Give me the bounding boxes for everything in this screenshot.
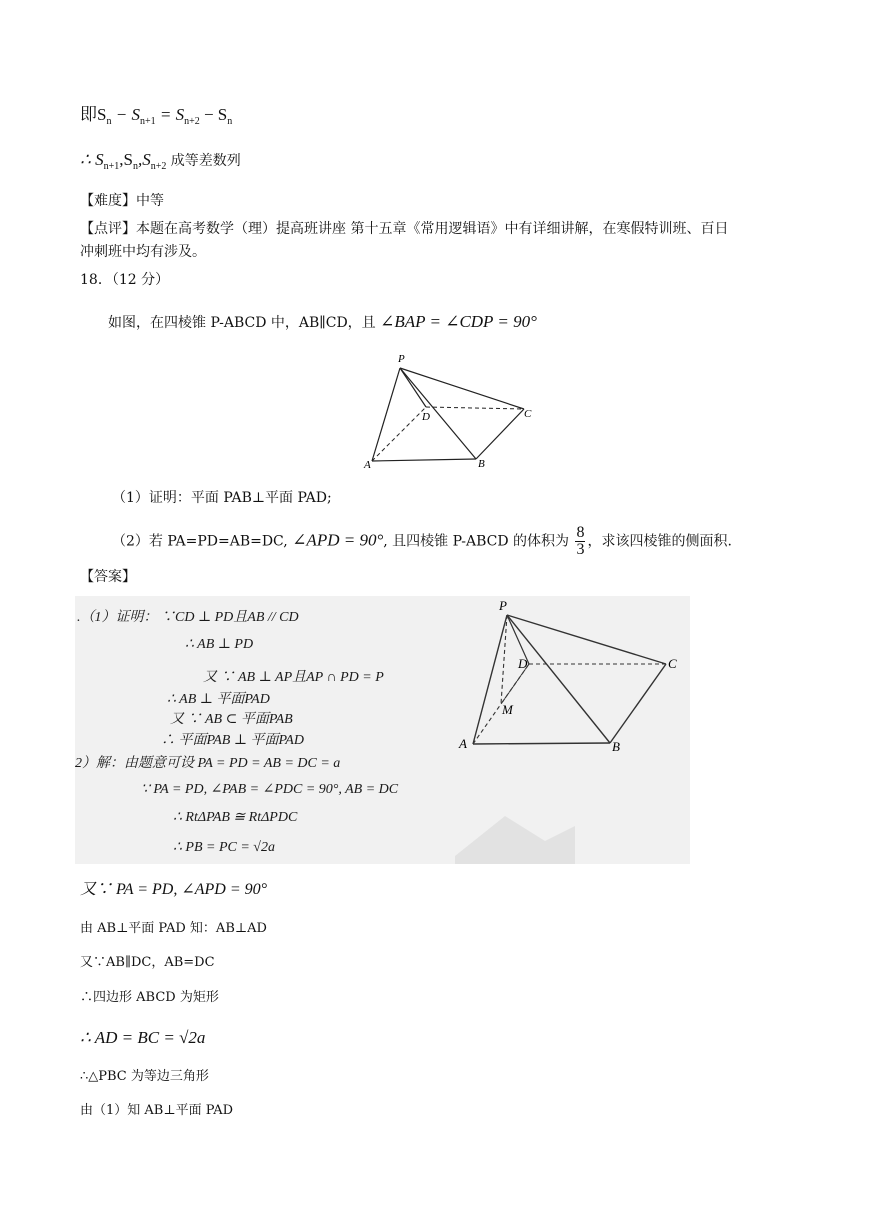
label-B: B xyxy=(478,458,485,470)
label-C: C xyxy=(524,408,532,420)
label-D: D xyxy=(422,411,430,423)
label-M: M xyxy=(502,702,513,717)
question-intro xyxy=(108,312,537,333)
comment-line-2: 冲刺班中均有涉及。 xyxy=(80,244,206,260)
edge-DC-hidden xyxy=(426,407,524,409)
scan-line: ∴ PB = PC = √2a xyxy=(173,840,275,855)
edge-PC xyxy=(400,368,524,409)
edge-AB xyxy=(473,743,610,744)
label-A: A xyxy=(364,459,371,471)
step-line-2: 由 AB⊥平面 PAD 知：AB⊥AD xyxy=(80,921,267,936)
step-line-1: 又∵ PA = PD, ∠APD = 90° xyxy=(80,881,268,898)
label-C: C xyxy=(668,656,677,671)
eq-sub: n xyxy=(227,116,233,127)
watermark-shape xyxy=(445,796,585,864)
scan-line: ∴ 平面PAB ⊥ 平面PAD xyxy=(161,733,304,748)
eq-sub: n+2 xyxy=(184,116,200,127)
eq-text: ,S xyxy=(119,150,133,169)
fraction-numerator: 8 xyxy=(576,524,585,541)
scan-line: .（1）证明： ∵CD ⊥ PD且AB // CD xyxy=(77,610,299,625)
question-number: 18．（12 分） xyxy=(80,272,170,288)
edge-PA xyxy=(473,615,507,744)
scan-line: ∴ RtΔPAB ≅ RtΔPDC xyxy=(173,810,298,825)
step-line-7: 由（1）知 AB⊥平面 PAD xyxy=(80,1103,234,1118)
question-angle-condition: ∠BAP = ∠CDP = 90° xyxy=(380,312,537,331)
eq-sub: n xyxy=(106,116,112,127)
step-line-6: ∴△PBC 为等边三角形 xyxy=(80,1069,209,1084)
q2-angle: ∠APD = 90° xyxy=(292,530,384,550)
q2-text: ，求该四棱锥的侧面积. xyxy=(587,533,732,550)
edge-PD xyxy=(400,368,426,407)
eq-sub: n+2 xyxy=(150,161,167,172)
eq-sub: n+1 xyxy=(139,116,156,127)
pyramid-figure-question xyxy=(362,348,542,473)
eq-text: ∴ S xyxy=(80,150,104,169)
edge-BC xyxy=(610,664,666,743)
fraction-denominator: 3 xyxy=(576,541,585,558)
eq-text: − S xyxy=(111,105,140,124)
scan-line: 2）解：由题意可设 PA = PD = AB = DC = a xyxy=(75,756,341,771)
step-line-4: ∴四边形 ABCD 为矩形 xyxy=(80,990,219,1005)
eq-text: ,S xyxy=(137,150,151,169)
eq-text: 即S xyxy=(80,105,107,124)
eq-sub: n xyxy=(132,161,138,172)
edge-PB xyxy=(400,368,476,459)
volume-fraction xyxy=(575,525,585,558)
equation-line-1 xyxy=(80,105,232,132)
scan-line: ∴ AB ⊥ 平面PAD xyxy=(167,692,270,707)
scan-line: 又 ∵ AB ⊂ 平面PAB xyxy=(170,712,293,727)
question-intro-text: 如图，在四棱锥 P-ABCD 中，AB∥CD，且 xyxy=(108,315,376,331)
equation-line-2 xyxy=(80,150,241,177)
scan-line: ∴ AB ⊥ PD xyxy=(185,637,254,652)
eq-text: − S xyxy=(199,105,228,124)
label-P: P xyxy=(499,598,507,613)
question-part-1: （1）证明：平面 PAB⊥平面 PAD; xyxy=(112,490,332,506)
edge-PA xyxy=(372,368,400,461)
comment-line-1: 【点评】本题在高考数学（理）提高班讲座 第十五章《常用逻辑语》中有详细讲解，在寒假特训班、百日 xyxy=(80,221,729,237)
scanned-answer-image xyxy=(75,596,690,864)
q2-text: , 且四棱锥 P-ABCD 的体积为 xyxy=(383,533,570,550)
edge-AB xyxy=(372,459,476,461)
edge-PC xyxy=(507,615,666,664)
label-A: A xyxy=(459,736,467,751)
edge-BC xyxy=(476,409,524,459)
q2-text: （2）若 PA=PD=AB=DC, xyxy=(112,533,288,550)
label-D: D xyxy=(518,656,528,671)
step-line-5: ∴ AD = BC = √2a xyxy=(80,1028,206,1047)
scan-line: 又 ∵ AB ⊥ AP且AP ∩ PD = P xyxy=(203,670,384,685)
scan-line: ∵ PA = PD, ∠PAB = ∠PDC = 90°, AB = DC xyxy=(141,782,399,797)
eq-text: = S xyxy=(155,105,185,124)
difficulty-line: 【难度】中等 xyxy=(80,193,164,209)
pyramid-figure-answer xyxy=(455,596,690,761)
answer-heading: 【答案】 xyxy=(80,569,136,585)
eq-text: 成等差数列 xyxy=(166,153,241,169)
edge-PB xyxy=(507,615,610,743)
eq-sub: n+1 xyxy=(103,161,120,172)
step-line-3: 又∵AB∥DC，AB=DC xyxy=(80,955,215,970)
label-B: B xyxy=(612,739,620,754)
question-part-2 xyxy=(112,525,732,558)
label-P: P xyxy=(398,353,405,365)
